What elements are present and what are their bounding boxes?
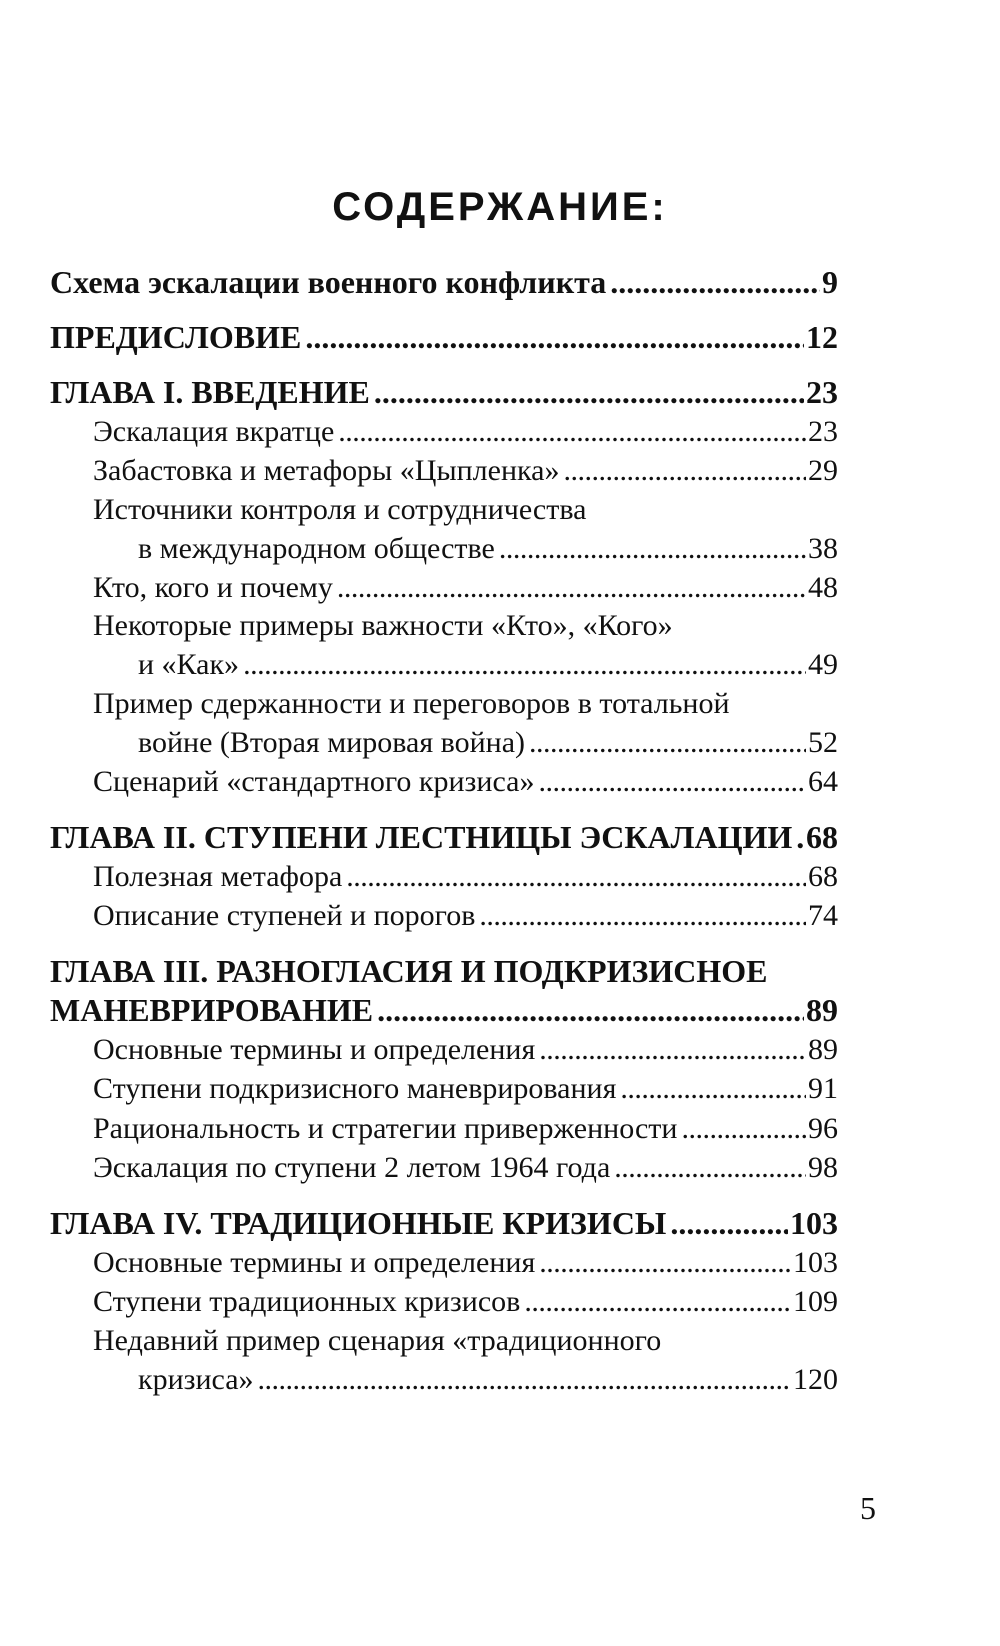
dot-leader — [243, 645, 806, 685]
toc-entry-section-continuation — [138, 529, 838, 569]
toc-entry-section — [93, 1282, 838, 1322]
dot-leader — [539, 1030, 806, 1070]
toc-entry-label: ГЛАВА II. СТУПЕНИ ЛЕСТНИЦЫ ЭСКАЛАЦИИ — [50, 819, 793, 855]
toc-page-number: 91 — [808, 1072, 838, 1105]
toc-entry-label: ГЛАВА III. РАЗНОГЛАСИЯ И ПОДКРИЗИСНОЕ — [50, 953, 768, 989]
dot-leader — [610, 262, 820, 302]
toc-entry-chapter-3-first-line — [50, 951, 838, 991]
toc-entry-section — [93, 451, 838, 491]
toc-entry-section — [93, 896, 838, 936]
toc-page-number: 38 — [808, 532, 838, 565]
toc-entry-label-continuation: в международном обществе — [138, 532, 495, 565]
toc-page-number: 12 — [806, 319, 838, 355]
toc-entry-label: Описание ступеней и порогов — [93, 899, 476, 932]
toc-entry-label: ПРЕДИСЛОВИЕ — [50, 319, 302, 355]
toc-page-number: 98 — [808, 1151, 838, 1184]
toc-entry-label: Основные термины и определения — [93, 1033, 536, 1066]
toc-entry-section-first-line — [93, 606, 838, 646]
toc-entry-label: Полезная метафора — [93, 860, 343, 893]
toc-entry-label: Забастовка и метафоры «Цыпленка» — [93, 454, 560, 487]
toc-entry-section — [93, 1109, 838, 1149]
toc-entry-label: Сценарий «стандартного кризиса» — [93, 765, 535, 798]
toc-page-number: 109 — [793, 1285, 838, 1318]
toc-page-number: 96 — [808, 1112, 838, 1145]
toc-entry-label-continuation: кризиса» — [138, 1363, 254, 1396]
toc-entry-chapter-3-continuation — [50, 990, 838, 1030]
toc-page-number: 74 — [808, 899, 838, 932]
toc-entry-section-continuation — [138, 723, 838, 763]
toc-entry-chapter-2 — [50, 817, 838, 857]
toc-entry-label: Источники контроля и сотрудничества — [93, 493, 587, 526]
toc-page-number: 68 — [806, 819, 838, 855]
toc-page-number: 23 — [806, 374, 838, 410]
toc-entry-section-continuation — [138, 1360, 838, 1400]
dot-leader — [796, 817, 804, 857]
dot-leader — [499, 529, 806, 569]
toc-page-number: 89 — [808, 1033, 838, 1066]
dot-leader — [479, 896, 806, 936]
toc-entry-label-continuation: войне (Вторая мировая война) — [138, 726, 526, 759]
toc-page-number: 48 — [808, 571, 838, 604]
toc-entry-label: Недавний пример сценария «традиционного — [93, 1324, 662, 1357]
toc-entry-section-first-line — [93, 684, 838, 724]
toc-entry-label: Схема эскалации военного конфликта — [50, 264, 607, 300]
toc-entry-label: Пример сдержанности и переговоров в тотальной — [93, 687, 730, 720]
dot-leader — [681, 1109, 806, 1149]
dot-leader — [374, 372, 804, 412]
toc-page-number: 120 — [793, 1363, 838, 1396]
toc-page-number: 29 — [808, 454, 838, 487]
toc-page-number: 103 — [793, 1246, 838, 1279]
dot-leader — [529, 723, 806, 763]
toc-entry-section-first-line — [93, 1321, 838, 1361]
toc-entry-section — [93, 1243, 838, 1283]
dot-leader — [377, 990, 804, 1030]
toc-entry-section — [93, 857, 838, 897]
dot-leader — [305, 317, 804, 357]
toc-entry-preface — [50, 317, 838, 357]
toc-entry-label: ГЛАВА IV. ТРАДИЦИОННЫЕ КРИЗИСЫ — [50, 1205, 667, 1241]
page-folio-number: 5 — [860, 1490, 876, 1526]
toc-entry-chapter-1 — [50, 372, 838, 412]
toc-page-number: 68 — [808, 860, 838, 893]
dot-leader — [620, 1069, 806, 1109]
dot-leader — [346, 857, 806, 897]
toc-page-number: 103 — [790, 1205, 838, 1241]
toc-entry-label: Ступени подкризисного маневрирования — [93, 1072, 617, 1105]
toc-entry-label: ГЛАВА I. ВВЕДЕНИЕ — [50, 374, 370, 410]
toc-page-number: 9 — [822, 264, 838, 300]
toc-entry-section — [93, 412, 838, 452]
toc-entry-section — [93, 1069, 838, 1109]
toc-page-number: 49 — [808, 648, 838, 681]
dot-leader — [337, 568, 806, 608]
toc-page-number: 64 — [808, 765, 838, 798]
toc-page-number: 89 — [806, 992, 838, 1028]
toc-entry-section-first-line — [93, 490, 838, 530]
dot-leader — [338, 412, 806, 452]
toc-entry-label-continuation: МАНЕВРИРОВАНИЕ — [50, 992, 374, 1028]
dot-leader — [524, 1282, 791, 1322]
page-title: СОДЕРЖАНИЕ: — [332, 185, 668, 229]
dot-leader — [538, 762, 806, 802]
toc-entry-label: Основные термины и определения — [93, 1246, 536, 1279]
toc-entry-label: Рациональность и стратегии приверженности — [93, 1112, 678, 1145]
toc-entry-label: Кто, кого и почему — [93, 571, 333, 604]
toc-entry-label: Эскалация по ступени 2 летом 1964 года — [93, 1151, 611, 1184]
toc-page-number: 23 — [808, 415, 838, 448]
toc-entry-label: Ступени традиционных кризисов — [93, 1285, 521, 1318]
dot-leader — [539, 1243, 791, 1283]
toc-entry-chapter-4 — [50, 1203, 838, 1243]
dot-leader — [258, 1360, 791, 1400]
toc-entry-label: Некоторые примеры важности «Кто», «Кого» — [93, 609, 673, 642]
toc-entry-section — [93, 1148, 838, 1188]
toc-page-number: 52 — [808, 726, 838, 759]
toc-entry-section — [93, 568, 838, 608]
toc-entry-label-continuation: и «Как» — [138, 648, 240, 681]
toc-entry-intro-scheme — [50, 262, 838, 302]
toc-entry-label: Эскалация вкратце — [93, 415, 335, 448]
dot-leader — [614, 1148, 806, 1188]
dot-leader — [563, 451, 806, 491]
toc-entry-section-continuation — [138, 645, 838, 685]
dot-leader — [670, 1203, 788, 1243]
toc-entry-section — [93, 762, 838, 802]
toc-entry-section — [93, 1030, 838, 1070]
